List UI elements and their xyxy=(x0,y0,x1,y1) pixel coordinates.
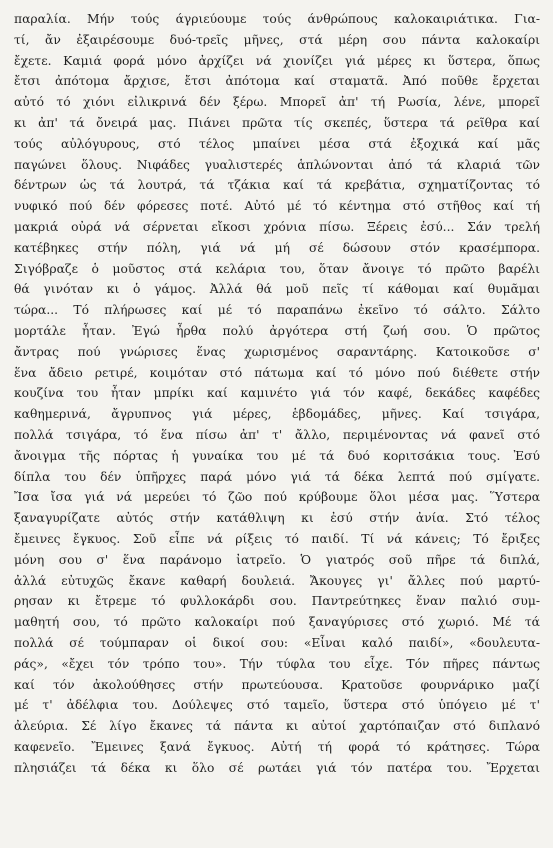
text-line: κατέβηκες στήν πόλη, γιά νά μή σέ δώσουν στόν κρασέμπορα. xyxy=(14,240,540,255)
text-line: ἀλεύρια. Σέ λίγο ἔκανες τά πάντα κι αὐτοί χαρτόπαιζαν στό διπλανό xyxy=(14,719,540,734)
body-text xyxy=(14,9,540,778)
text-line: ξαναγυρίζατε αὐτός στήν κατάθλιψη κι ἐσύ στήν ἀνία. Στό τέλος xyxy=(14,511,540,526)
text-line: ράς», «ἔχει τόν τρόπο του». Τήν τύφλα του εἶχε. Τόν πῆρες πάντως xyxy=(14,656,540,671)
text-line: ρησαν κι ἔτρεμε τό φυλλοκάρδι σου. Παντρεύτηκες ἕναν παλιό συμ- xyxy=(14,594,540,609)
text-line: δέντρων ὡς τά λουτρά, τά τζάκια καί τά κρεβάτια, σχηματίζοντας τό xyxy=(14,178,540,193)
text-line: ἀλλά εὐτυχῶς ἔκανε καθαρή δουλειά. Ἄκουγες γι' ἄλλες πού μαρτύ- xyxy=(14,573,540,588)
text-line: μόνη σου σ' ἕνα παράνομο ἰατρεῖο. Ὁ γιατρός σοῦ πῆρε τά διπλά, xyxy=(14,552,540,567)
text-line: ἄνοιγμα τῆς πόρτας ἡ γυναίκα του μέ τά δυό κοριτσάκια τους. Ἐσύ xyxy=(14,448,540,463)
text-line: μαθητή σου, τό πρῶτο καλοκαίρι πού ξαναγύρισες στό χωριό. Μέ τά xyxy=(14,615,540,630)
text-line: κι ἀπ' τά ὄνειρά μας. Πιάνει πρῶτα τίς σκεπές, ὕστερα τά ρεῖθρα καί xyxy=(14,115,540,130)
text-line: μακριά οὐρά νά σέρνεται εἴκοσι χρόνια πίσω. Ξέρεις ἐσύ... Σάν τρελή xyxy=(14,219,540,234)
text-line: καθημερινά, ἄγρυπνος γιά μέρες, ἑβδομάδες, μῆνες. Καί τσιγάρα, xyxy=(14,407,540,422)
text-line: πολλά τσιγάρα, τό ἕνα πίσω ἀπ' τ' ἄλλο, περιμένοντας νά φανεῖ στό xyxy=(14,427,540,442)
text-line: πλησιάζει τά δέκα κι ὅλο σέ ρωτάει γιά τόν πατέρα του. Ἔρχεται xyxy=(14,760,540,775)
text-line: παγώνει ὅλους. Νιφάδες γυαλιστερές ἁπλώνονται ἀπό τά κλαριά τῶν xyxy=(14,157,540,172)
text-line: πολλά σέ τούμπαραν οἱ δικοί σου: «Εἶναι καλό παιδί», «δουλευτα- xyxy=(14,635,540,650)
text-line: ἔμεινες ἔγκυος. Σοῦ εἶπε νά ρίξεις τό παιδί. Τί νά κάνεις; Τό ἔριξες xyxy=(14,531,540,546)
text-line: θά γινόταν κι ὁ γάμος. Ἀλλά θά μοῦ πεῖς τί κάθομαι καί θυμᾶμαι xyxy=(14,282,540,297)
text-line: νυφικό πού δέν φόρεσες ποτέ. Αὐτό μέ τό κέντημα στό στῆθος καί τή xyxy=(14,199,540,214)
text-line: παραλία. Μήν τούς άγριεύουμε τούς άνθρώπους καλοκαιριάτικα. Για- xyxy=(14,12,540,26)
text-line: καφενεῖο. Ἔμεινες ξανά ἔγκυος. Αὐτή τή φορά τό κράτησες. Τώρα xyxy=(14,739,540,754)
text-line: κουζίνα του ἦταν μπρίκι καί καμινέτο γιά τόν καφέ, δεκάδες καφέδες xyxy=(14,386,540,401)
text-line: Ἴσα ἴσα γιά νά μερεύει τό ζῶο πού κρύβουμε ὅλοι μέσα μας. Ὕστερα xyxy=(14,490,540,505)
text-line: μέ τ' ἀδέλφια του. Δούλεψες στό ταμεῖο, ὕστερα στό ὑπόγειο μέ τ' xyxy=(14,698,540,713)
text-line: τούς αὐλόγυρους, στό τέλος μπαίνει μέσα στά ἐξοχικά καί μᾶς xyxy=(14,136,540,151)
text-line: τί, ἄν ἐξαιρέσουμε δυό-τρεῖς μῆνες, στά μέρη σου πάντα καλοκαίρι xyxy=(14,32,540,47)
text-line: ἄντρας πού γνώρισες ἕνας χωρισμένος σαραντάρης. Κατοικοῦσε σ' xyxy=(14,344,540,359)
text-line: ἔτσι ἀπότομα ἄρχισε, ἔτσι ἀπότομα καί σταματᾶ. Ἀπό ποῦθε ἔρχεται xyxy=(14,74,540,89)
text-line: αὐτό τό χιόνι εἰλικρινά δέν ξέρω. Μπορεῖ ἀπ' τή Ρωσία, λένε, μπορεῖ xyxy=(14,95,540,110)
text-line: καί τόν ἀκολούθησες στήν πρωτεύουσα. Κρατοῦσε φουρνάρικο μαζί xyxy=(14,677,540,692)
text-line: ἔχετε. Καμιά φορά μόνο ἀρχίζει νά χιονίζει γιά μέρες κι ὕστερα, ὅπως xyxy=(14,53,540,68)
text-line: Σιγόβραζε ὁ μοῦστος στά κελάρια του, ὅταν ἄνοιγε τό πρῶτο βαρέλι xyxy=(14,261,540,276)
text-line: δίπλα του δέν ὑπῆρχες παρά μόνο γιά τά δέκα λεπτά πού σμίγατε. xyxy=(14,469,540,484)
text-line: ἕνα ἄδειο ρετιρέ, κοιμόταν στό πάτωμα καί τό μόνο πού διέθετε στήν xyxy=(14,365,540,380)
text-line: τώρα... Τό πλήρωσες καί μέ τό παραπάνω ἐκεῖνο τό σάλτο. Σάλτο xyxy=(14,303,540,318)
text-line: μορτάλε ἦταν. Ἐγώ ἦρθα πολύ ἀργότερα στή ζωή σου. Ὁ πρῶτος xyxy=(14,323,540,338)
